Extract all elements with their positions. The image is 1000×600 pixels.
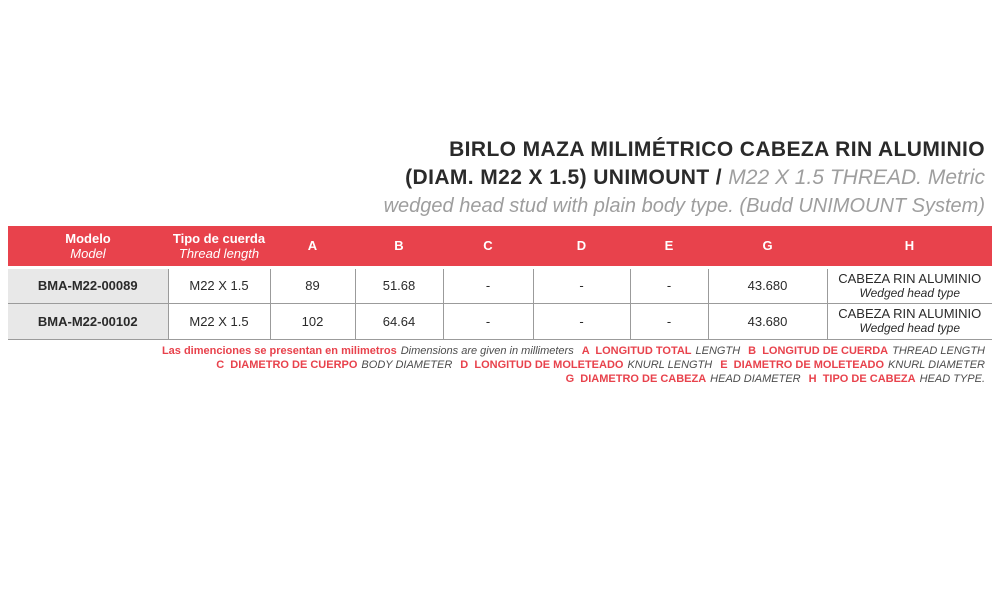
cell-dim-d: -: [533, 303, 630, 339]
legend-line-1: [162, 344, 985, 358]
legend-dim-d-es: D LONGITUD DE MOLETEADO: [460, 359, 624, 371]
cell-dim-c: -: [443, 303, 533, 339]
spec-table: [8, 226, 992, 340]
legend-dim-g-es: G DIAMETRO DE CABEZA: [565, 373, 707, 385]
product-title-es: BIRLO MAZA MILIMÉTRICO CABEZA RIN ALUMINIO: [449, 138, 985, 161]
cell-model: BMA-M22-00089: [8, 267, 168, 303]
cell-dim-d: -: [533, 267, 630, 303]
column-header-dim-b: B: [355, 226, 443, 267]
column-header-dim-d: D: [533, 226, 630, 267]
cell-dim-g: 43.680: [708, 303, 827, 339]
cell-dim-e: -: [630, 303, 708, 339]
spec-table-header: [8, 226, 992, 267]
table-row: [8, 303, 992, 339]
cell-dim-e: -: [630, 267, 708, 303]
legend-dim-e-es: E DIAMETRO DE MOLETEADO: [720, 359, 885, 371]
cell-dim-a: 89: [270, 267, 355, 303]
cell-head-type: [827, 267, 992, 303]
column-header-thread: [168, 226, 270, 267]
cell-head-type-en: Wedged head type: [859, 321, 961, 335]
header-row: [8, 226, 992, 267]
legend-dim-h-en: HEAD TYPE.: [919, 373, 985, 385]
cell-dim-a: 102: [270, 303, 355, 339]
legend-dim-b-es: B LONGITUD DE CUERDA: [748, 345, 889, 357]
cell-thread: M22 X 1.5: [168, 267, 270, 303]
column-header-dim-e: E: [630, 226, 708, 267]
cell-head-type-en: Wedged head type: [859, 285, 961, 300]
legend-dim-a-en: LENGTH: [695, 345, 741, 357]
legend-dim-b-en: THREAD LENGTH: [892, 345, 985, 357]
product-title-block: [384, 136, 985, 220]
column-header-dim-h: H: [827, 226, 992, 267]
legend-line-2: [162, 358, 985, 372]
cell-dim-g: 43.680: [708, 267, 827, 303]
cell-head-type-es: CABEZA RIN ALUMINIO: [838, 270, 982, 286]
product-subtitle-en: M22 X 1.5 THREAD. Metric: [728, 166, 985, 189]
column-header-model-en: Model: [70, 245, 106, 261]
legend-line-3: [162, 372, 985, 386]
dimension-legend: [162, 344, 985, 386]
product-title-diameter: (DIAM. M22 X 1.5) UNIMOUNT /: [405, 166, 729, 189]
legend-dim-h-es: H TIPO DE CABEZA: [808, 373, 916, 385]
cell-model: BMA-M22-00102: [8, 303, 168, 339]
product-subtitle-en-line2: wedged head stud with plain body type. (Budd UNIMOUNT System): [383, 195, 985, 217]
legend-dim-g-en: HEAD DIAMETER: [710, 373, 801, 385]
legend-dim-d-en: KNURL LENGTH: [627, 359, 713, 371]
table-row: [8, 267, 992, 303]
legend-dim-c-en: BODY DIAMETER: [361, 359, 453, 371]
legend-dim-c-es: C DIAMETRO DE CUERPO: [216, 359, 358, 371]
cell-dim-b: 51.68: [355, 267, 443, 303]
column-header-dim-a: A: [270, 226, 355, 267]
legend-units-es: Las dimenciones se presentan en milimetros: [161, 345, 397, 357]
legend-dim-e-en: KNURL DIAMETER: [888, 359, 985, 371]
cell-head-type: [827, 303, 992, 339]
cell-dim-c: -: [443, 267, 533, 303]
column-header-thread-en: Thread length: [178, 245, 260, 261]
cell-thread: M22 X 1.5: [168, 303, 270, 339]
column-header-dim-g: G: [708, 226, 827, 267]
spec-table-body: [8, 267, 992, 339]
cell-dim-b: 64.64: [355, 303, 443, 339]
legend-dim-a-es: A LONGITUD TOTAL: [581, 345, 692, 357]
column-header-model-es: Modelo: [65, 230, 111, 246]
column-header-model: [8, 226, 168, 267]
legend-units-en: Dimensions are given in millimeters: [400, 345, 574, 357]
cell-head-type-es: CABEZA RIN ALUMINIO: [838, 306, 982, 321]
column-header-dim-c: C: [443, 226, 533, 267]
column-header-thread-es: Tipo de cuerda: [172, 230, 266, 246]
product-title-line2: [384, 164, 985, 192]
